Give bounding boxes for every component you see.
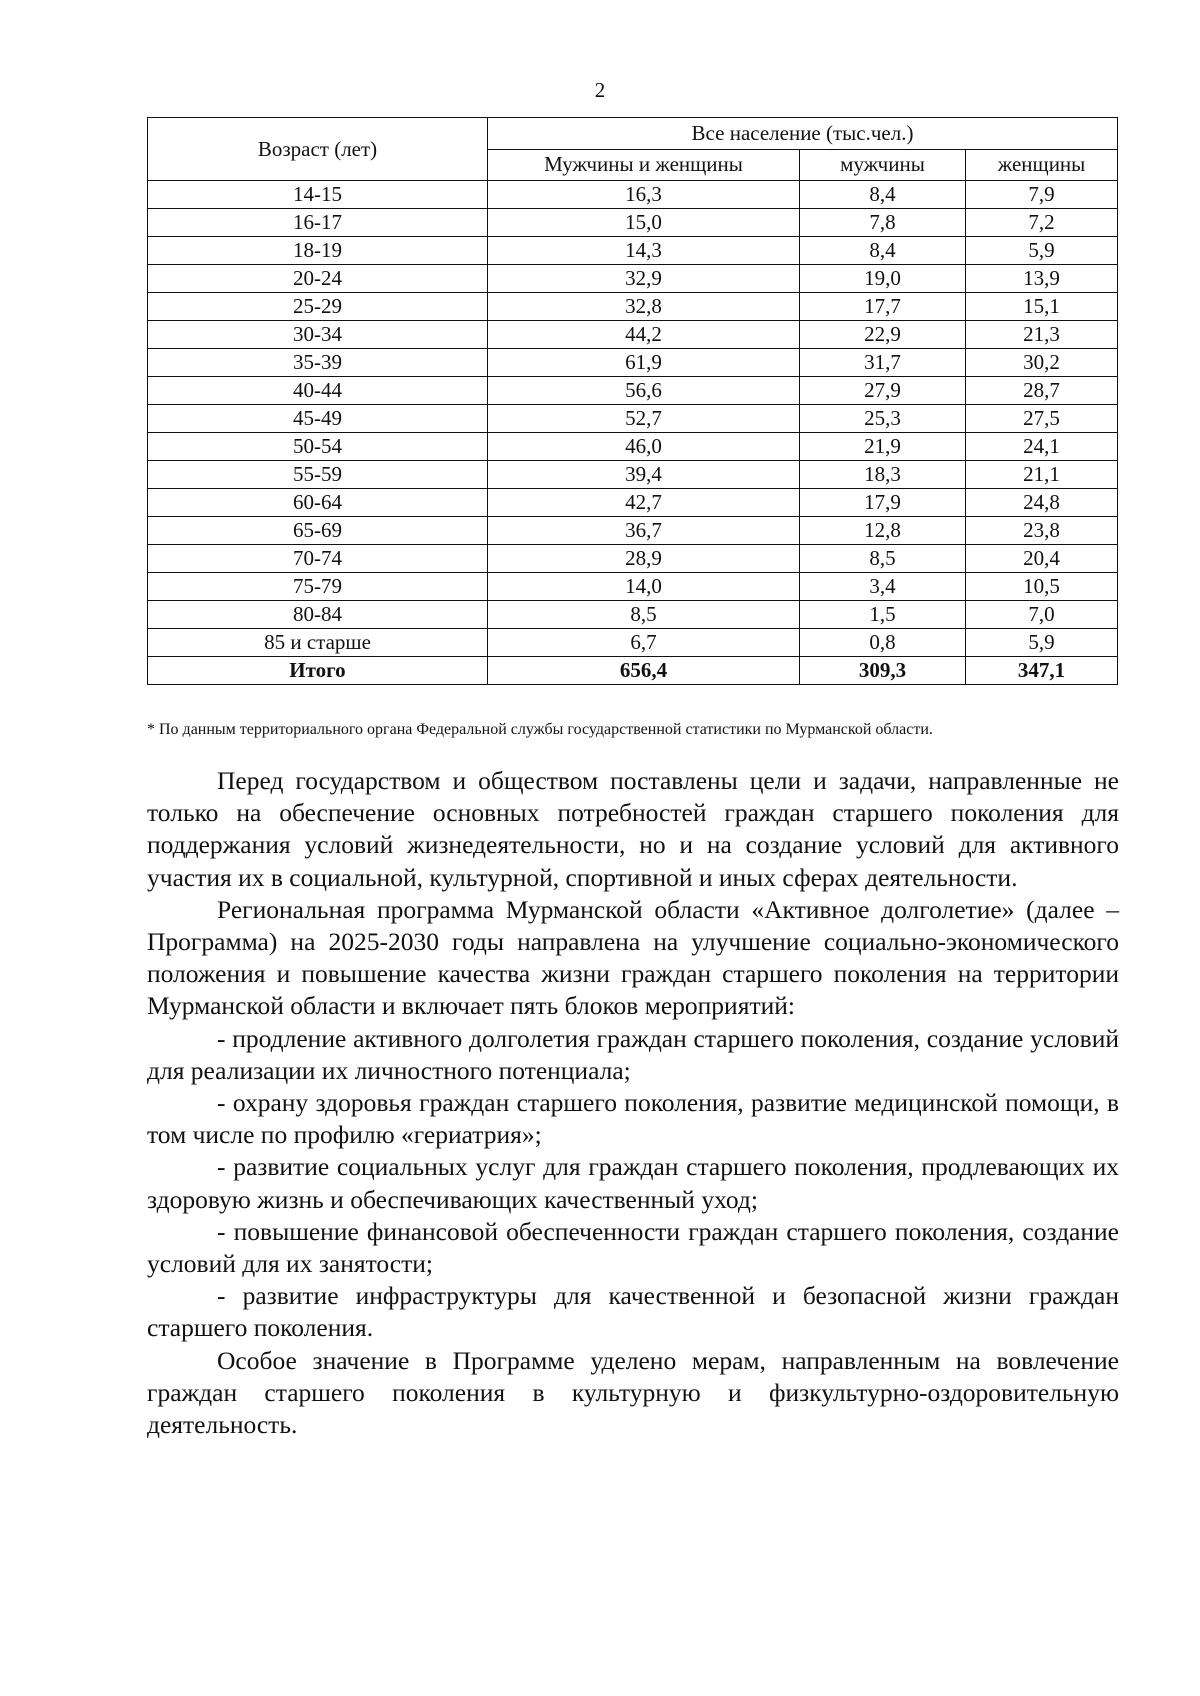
cell-men: 22,9 <box>800 321 966 349</box>
table-header <box>148 118 1118 181</box>
cell-men: 19,0 <box>800 265 966 293</box>
cell-women: 5,9 <box>966 629 1118 657</box>
total-cell-men: 309,3 <box>800 657 966 685</box>
total-cell-women: 347,1 <box>966 657 1118 685</box>
table-row <box>148 237 1118 265</box>
cell-total: 14,0 <box>488 573 800 601</box>
cell-men: 18,3 <box>800 461 966 489</box>
cell-age: 50-54 <box>148 433 488 461</box>
cell-age: 18-19 <box>148 237 488 265</box>
table-row <box>148 293 1118 321</box>
header-all-population: Все население (тыс.чел.) <box>488 118 1118 150</box>
cell-women: 15,1 <box>966 293 1118 321</box>
cell-women: 21,3 <box>966 321 1118 349</box>
table-row <box>148 517 1118 545</box>
cell-men: 8,4 <box>800 237 966 265</box>
cell-men: 8,5 <box>800 545 966 573</box>
cell-total: 42,7 <box>488 489 800 517</box>
cell-age: 14-15 <box>148 181 488 209</box>
cell-age: 25-29 <box>148 293 488 321</box>
cell-total: 32,9 <box>488 265 800 293</box>
table-row <box>148 321 1118 349</box>
cell-age: 85 и старше <box>148 629 488 657</box>
table-footnote: * По данным территориального органа Федеральной службы государственной статистики по Мурманской области. <box>147 721 933 738</box>
list-item: - продление активного долголетия граждан старшего поколения, создание условий для реализации их личностного потенциала; <box>147 1023 1119 1085</box>
cell-age: 40-44 <box>148 377 488 405</box>
cell-men: 27,9 <box>800 377 966 405</box>
cell-total: 56,6 <box>488 377 800 405</box>
cell-age: 45-49 <box>148 405 488 433</box>
list-item: - развитие социальных услуг для граждан старшего поколения, продлевающих их здоровую жизнь и обеспечивающих качественный уход; <box>147 1152 1119 1214</box>
cell-women: 20,4 <box>966 545 1118 573</box>
population-table-container <box>147 117 1117 685</box>
table-row <box>148 265 1118 293</box>
table-row <box>148 489 1118 517</box>
table-row <box>148 433 1118 461</box>
cell-total: 28,9 <box>488 545 800 573</box>
cell-women: 5,9 <box>966 237 1118 265</box>
cell-men: 7,8 <box>800 209 966 237</box>
table-row <box>148 573 1118 601</box>
cell-women: 27,5 <box>966 405 1118 433</box>
cell-age: 55-59 <box>148 461 488 489</box>
cell-total: 52,7 <box>488 405 800 433</box>
cell-age: 65-69 <box>148 517 488 545</box>
cell-men: 3,4 <box>800 573 966 601</box>
cell-women: 23,8 <box>966 517 1118 545</box>
population-table <box>147 117 1118 685</box>
header-men: мужчины <box>800 149 966 181</box>
cell-women: 24,8 <box>966 489 1118 517</box>
cell-women: 10,5 <box>966 573 1118 601</box>
cell-women: 7,0 <box>966 601 1118 629</box>
body-text <box>147 765 1119 1441</box>
cell-women: 7,9 <box>966 181 1118 209</box>
list-item: - охрану здоровья граждан старшего поколения, развитие медицинской помощи, в том числе по профилю «гериатрия»; <box>147 1088 1119 1150</box>
header-women: женщины <box>966 149 1118 181</box>
cell-total: 8,5 <box>488 601 800 629</box>
total-cell-total: 656,4 <box>488 657 800 685</box>
cell-men: 31,7 <box>800 349 966 377</box>
cell-women: 30,2 <box>966 349 1118 377</box>
table-total-row <box>148 657 1118 685</box>
header-men-and-women: Мужчины и женщины <box>488 149 800 181</box>
cell-women: 13,9 <box>966 265 1118 293</box>
cell-women: 28,7 <box>966 377 1118 405</box>
cell-age: 80-84 <box>148 601 488 629</box>
cell-total: 44,2 <box>488 321 800 349</box>
table-row <box>148 461 1118 489</box>
cell-men: 0,8 <box>800 629 966 657</box>
paragraph: Перед государством и обществом поставлены цели и задачи, направленные не только на обеспечение основных потребностей граждан старшего поколения для поддержания условий жизнедеятельности, но и на создание условий для активного участия их в социальной, культурной, спортивной и иных сферах деятельности. <box>147 766 1119 892</box>
page-number: 2 <box>594 78 606 102</box>
list-item: - повышение финансовой обеспеченности граждан старшего поколения, создание условий для их занятости; <box>147 1216 1119 1279</box>
cell-age: 35-39 <box>148 349 488 377</box>
table-row <box>148 377 1118 405</box>
table-row <box>148 601 1118 629</box>
header-age: Возраст (лет) <box>148 118 488 181</box>
table-body <box>148 181 1118 685</box>
cell-women: 21,1 <box>966 461 1118 489</box>
cell-total: 46,0 <box>488 433 800 461</box>
cell-women: 24,1 <box>966 433 1118 461</box>
table-row <box>148 209 1118 237</box>
cell-total: 61,9 <box>488 349 800 377</box>
cell-men: 17,7 <box>800 293 966 321</box>
table-row <box>148 349 1118 377</box>
cell-age: 20-24 <box>148 265 488 293</box>
cell-total: 14,3 <box>488 237 800 265</box>
cell-men: 8,4 <box>800 181 966 209</box>
cell-men: 12,8 <box>800 517 966 545</box>
cell-women: 7,2 <box>966 209 1118 237</box>
cell-total: 15,0 <box>488 209 800 237</box>
cell-total: 36,7 <box>488 517 800 545</box>
cell-age: 70-74 <box>148 545 488 573</box>
cell-total: 39,4 <box>488 461 800 489</box>
cell-age: 30-34 <box>148 321 488 349</box>
table-row <box>148 545 1118 573</box>
cell-men: 21,9 <box>800 433 966 461</box>
cell-men: 25,3 <box>800 405 966 433</box>
paragraph: Региональная программа Мурманской области «Активное долголетие» (далее – Программа) на 2025-2030 годы направлена на улучшение социально-экономического положения и повышение качества жизни граждан старшего поколения на территории Мурманской области и включает пять блоков мероприятий: <box>147 894 1119 1021</box>
cell-men: 1,5 <box>800 601 966 629</box>
total-cell-age: Итого <box>148 657 488 685</box>
cell-age: 16-17 <box>148 209 488 237</box>
cell-men: 17,9 <box>800 489 966 517</box>
table-row <box>148 405 1118 433</box>
list-item: - развитие инфраструктуры для качественной и безопасной жизни граждан старшего поколения. <box>147 1281 1119 1343</box>
cell-age: 60-64 <box>148 489 488 517</box>
cell-total: 16,3 <box>488 181 800 209</box>
table-row <box>148 629 1118 657</box>
cell-age: 75-79 <box>148 573 488 601</box>
paragraph: Особое значение в Программе уделено мерам, направленным на вовлечение граждан старшего поколения в культурную и физкультурно-оздоровительную деятельность. <box>147 1345 1119 1440</box>
cell-total: 6,7 <box>488 629 800 657</box>
cell-total: 32,8 <box>488 293 800 321</box>
table-row <box>148 181 1118 209</box>
